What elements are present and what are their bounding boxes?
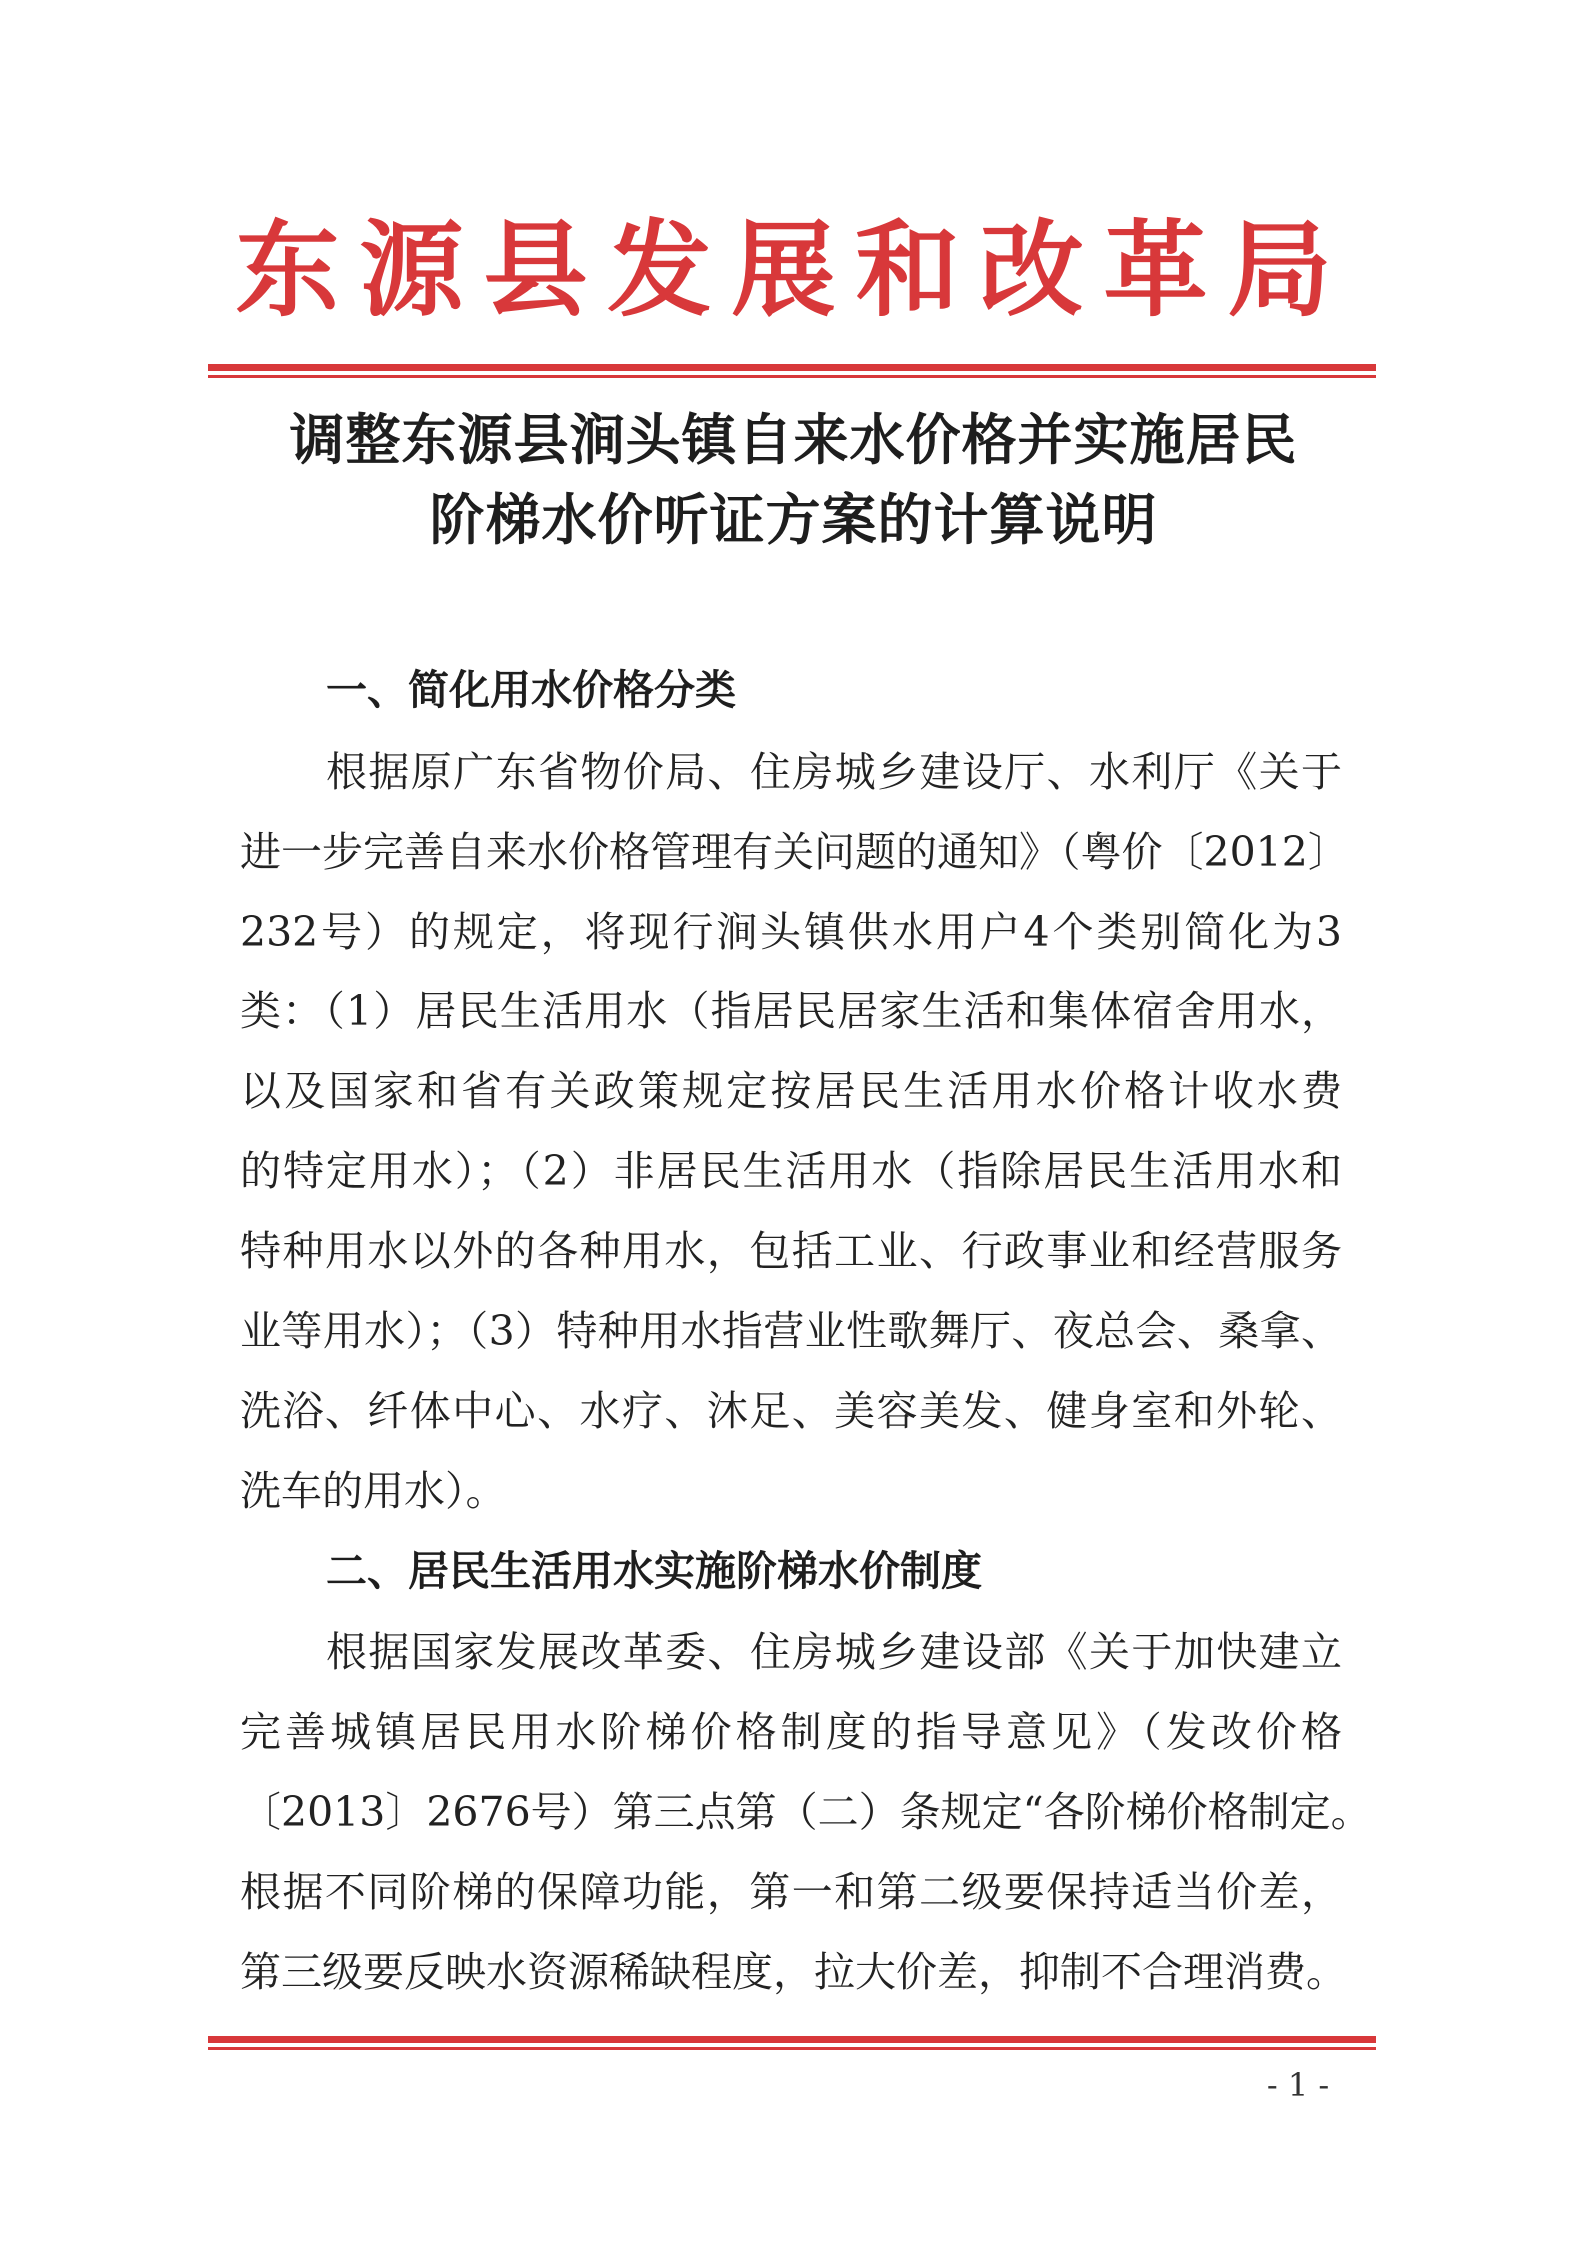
page-number: - 1 - (1266, 2066, 1330, 2104)
paragraph-line: 根据原广东省物价局、住房城乡建设厅、水利厅《关于 (326, 748, 1342, 796)
paragraph-line: 的特定用水）；（2）非居民生活用水（指除居民生活用水和 (240, 1147, 1342, 1195)
paragraph-line: 类：（1）居民生活用水（指居民居家生活和集体宿舍用水， (240, 987, 1342, 1035)
paragraph-line: 根据不同阶梯的保障功能，第一和第二级要保持适当价差， (240, 1868, 1342, 1916)
section-heading-2: 二、居民生活用水实施阶梯水价制度 (326, 1547, 982, 1595)
paragraph-line: 根据国家发展改革委、住房城乡建设部《关于加快建立 (326, 1628, 1342, 1676)
section-heading-1: 一、简化用水价格分类 (326, 666, 736, 714)
paragraph-line: 〔2013〕2676号）第三点第（二）条规定“各阶梯价格制定。 (240, 1788, 1372, 1836)
paragraph-line: 洗车的用水）。 (240, 1467, 507, 1515)
letterhead-org-name: 东源县发展和改革局 (235, 208, 1352, 331)
paragraph-line: 业等用水）；（3）特种用水指营业性歌舞厅、夜总会、桑拿、 (240, 1307, 1342, 1355)
paragraph-line: 特种用水以外的各种用水，包括工业、行政事业和经营服务 (240, 1227, 1342, 1275)
paragraph-line: 232号）的规定，将现行涧头镇供水用户4个类别简化为3 (240, 908, 1342, 956)
paragraph-line: 第三级要反映水资源稀缺程度，拉大价差，抑制不合理消费。 (240, 1948, 1347, 1996)
paragraph-line: 洗浴、纤体中心、水疗、沐足、美容美发、健身室和外轮、 (240, 1387, 1342, 1435)
footer-divider (208, 2036, 1376, 2050)
letterhead-divider (208, 364, 1376, 378)
document-title-line-2: 阶梯水价听证方案的计算说明 (429, 487, 1158, 552)
paragraph-line: 完善城镇居民用水阶梯价格制度的指导意见》（发改价格 (240, 1708, 1342, 1756)
paragraph-line: 以及国家和省有关政策规定按居民生活用水价格计收水费 (240, 1067, 1342, 1115)
paragraph-line: 进一步完善自来水价格管理有关问题的通知》（粤价〔2012〕 (240, 828, 1349, 876)
document-title-line-1: 调整东源县涧头镇自来水价格并实施居民 (289, 407, 1298, 472)
